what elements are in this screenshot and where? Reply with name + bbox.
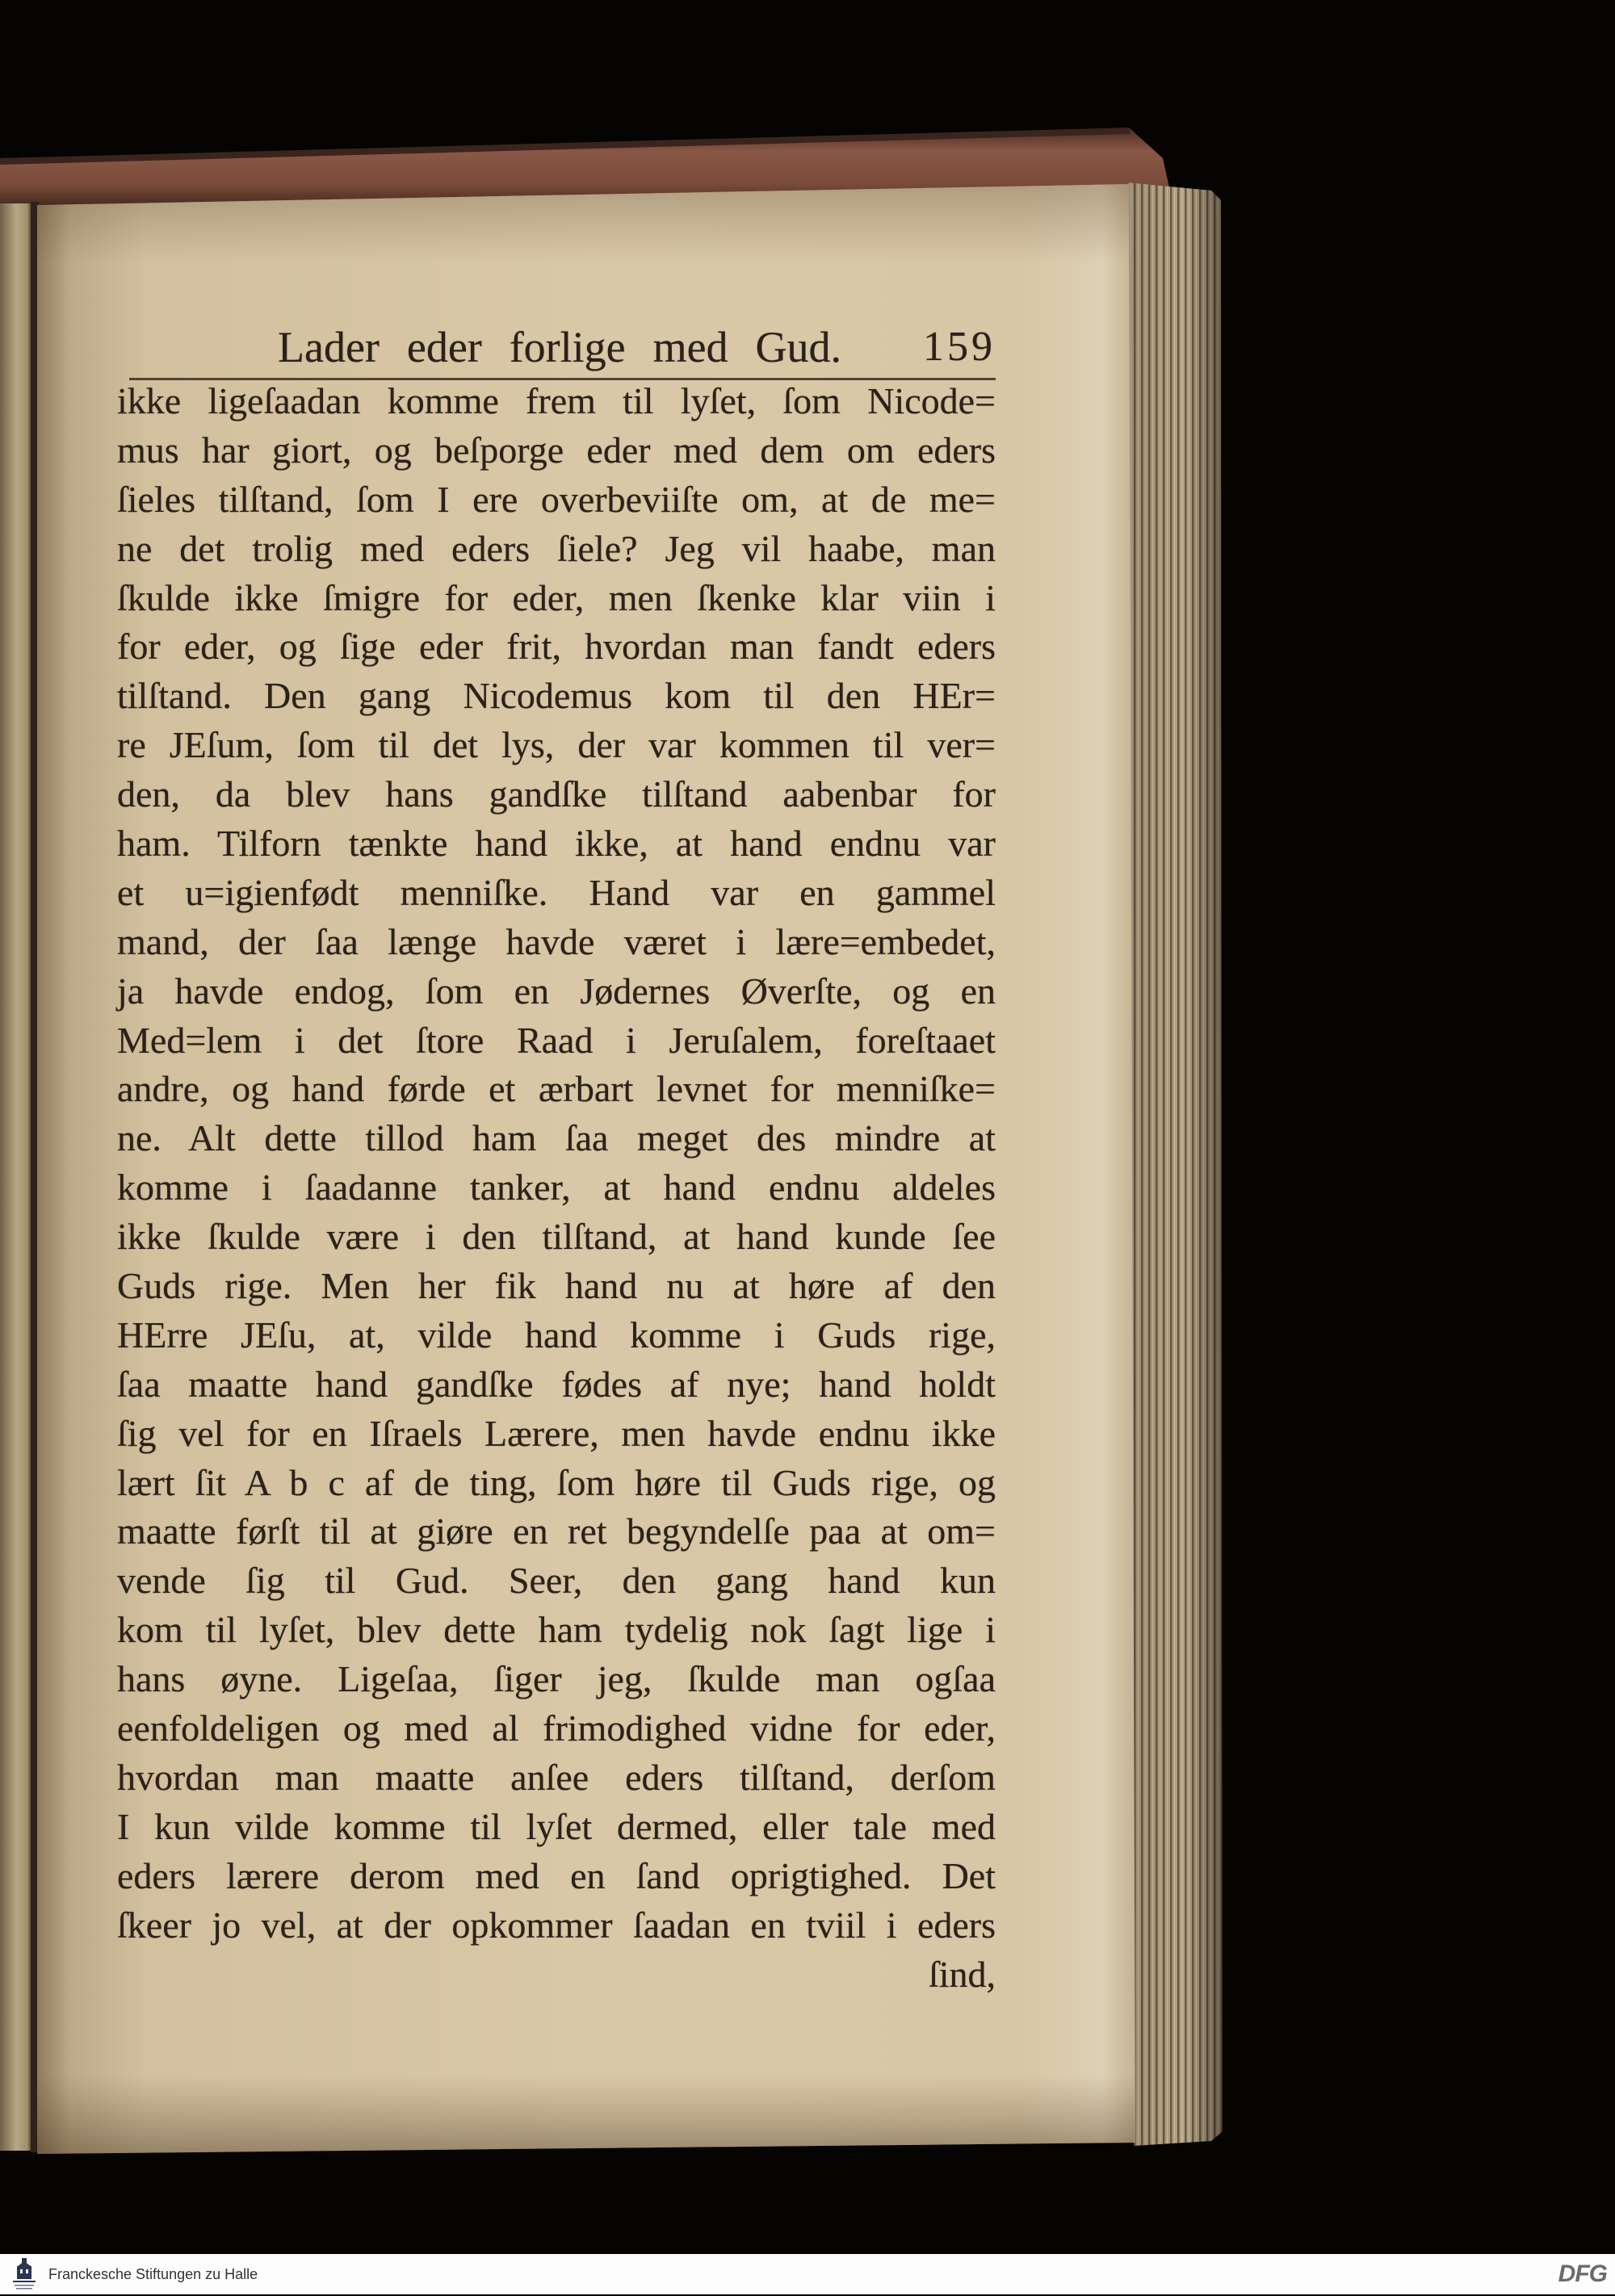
text-line: ne. Alt dette tillod ham ſaa meget des mindre at [117, 1117, 996, 1159]
text-line: ſkulde ikke ſmigre for eder, men ſkenke klar viin i [117, 576, 996, 618]
text-line: ſig vel for en Iſraels Lærere, men havde endnu ikke [117, 1412, 996, 1454]
text-line: ſaa maatte hand gandſke fødes af nye; hand holdt [117, 1363, 996, 1405]
footer-bar [0, 2254, 1615, 2294]
text-line: re JEſum, ſom til det lys, der var kommen til ver= [117, 724, 996, 766]
text-line: vende ſig til Gud. Seer, den gang hand kun [117, 1560, 996, 1602]
text-line: Med=lem i det ſtore Raad i Jeruſalem, foreſtaaet [117, 1019, 996, 1061]
text-line: I kun vilde komme til lyſet dermed, eller tale med [117, 1805, 996, 1847]
page-number: 159 [923, 324, 996, 370]
text-line: Guds rige. Men her fik hand nu at høre af den [117, 1265, 996, 1307]
catchword: ſind, [928, 1953, 996, 1995]
text-line: lært ſit A b c af de ting, ſom høre til Guds rige, og [117, 1461, 996, 1503]
institution-name: Franckesche Stiftungen zu Halle [48, 2266, 258, 2282]
text-line: komme i ſaadanne tanker, at hand endnu aldeles [117, 1167, 996, 1209]
text-line: ſkeer jo vel, at der opkommer ſaadan en tviil i eders [117, 1904, 996, 1946]
text-line: eders lærere derom med en ſand oprigtighed. Det [117, 1854, 996, 1896]
text-line: ikke ligeſaadan komme frem til lyſet, ſom Nicode= [117, 380, 996, 421]
text-line: hvordan man maatte anſee eders tilſtand, derſom [117, 1756, 996, 1798]
text-block [117, 377, 996, 1999]
text-line: HErre JEſu, at, vilde hand komme i Guds rige, [117, 1313, 996, 1355]
text-line: kom til lyſet, blev dette ham tydelig nok ſagt lige i [117, 1609, 996, 1651]
running-head: Lader eder forlige med Gud. [278, 323, 841, 371]
previous-page-edge [0, 203, 32, 2151]
text-line: ham. Tilforn tænkte hand ikke, at hand endnu var [117, 823, 996, 865]
text-line: eenfoldeligen og med al frimodighed vidne for eder, [117, 1707, 996, 1749]
text-line: ne det trolig med eders ſiele? Jeg vil haabe, man [117, 527, 996, 569]
text-line: andre, og hand førde et ærbart levnet for menniſke= [117, 1068, 996, 1110]
text-line: mand, der ſaa længe havde været i lære=embedet, [117, 920, 996, 962]
text-line: maatte førſt til at giøre en ret begyndelſe paa at om= [117, 1510, 996, 1552]
text-line: et u=igienfødt menniſke. Hand var en gammel [117, 871, 996, 913]
text-line: mus har giort, og beſporge eder med dem om eders [117, 429, 996, 471]
text-line: hans øyne. Ligeſaa, ſiger jeg, ſkulde man ogſaa [117, 1658, 996, 1700]
text-line: den, da blev hans gandſke tilſtand aabenbar for [117, 773, 996, 815]
dfg-logo: DFG [1558, 2260, 1607, 2287]
text-line: tilſtand. Den gang Nicodemus kom til den HEr= [117, 675, 996, 717]
text-line: for eder, og ſige eder frit, hvordan man fandt eders [117, 626, 996, 668]
text-line: ikke ſkulde være i den tilſtand, at hand kunde ſee [117, 1216, 996, 1258]
text-line: ja havde endog, ſom en Jødernes Øverſte, og en [117, 970, 996, 1012]
text-line: ſieles tilſtand, ſom I ere overbeviiſte om, at de me= [117, 478, 996, 520]
foundation-emblem-icon [10, 2256, 39, 2292]
